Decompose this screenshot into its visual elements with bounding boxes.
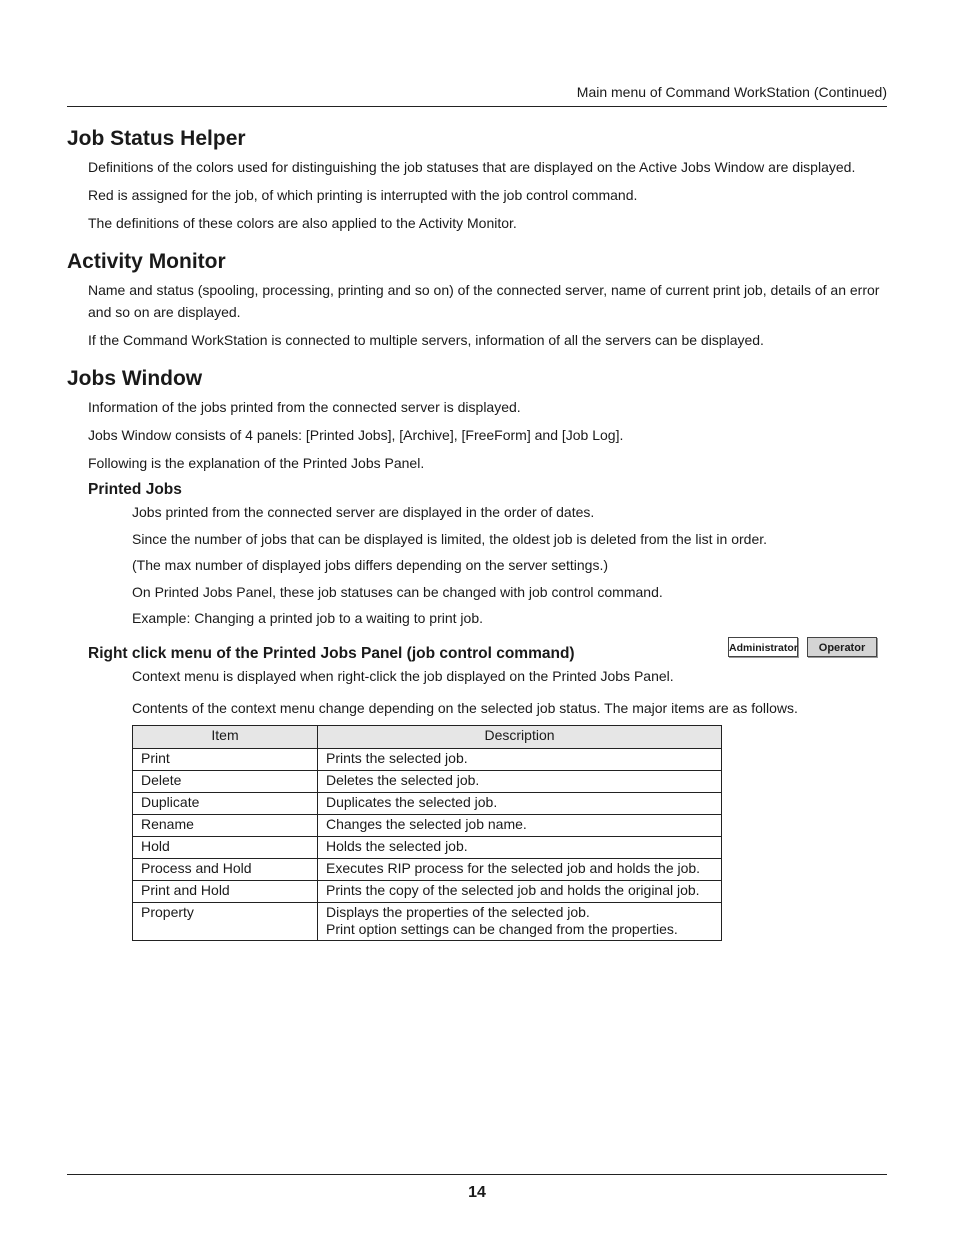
table-row <box>133 749 722 771</box>
context-menu-table <box>132 725 722 941</box>
item-cell: Process and Hold <box>133 859 318 881</box>
item-cell: Hold <box>133 837 318 859</box>
header-rule <box>67 106 887 107</box>
running-header: Main menu of Command WorkStation (Continued) <box>576 84 887 100</box>
paragraph: Example: Changing a printed job to a waiting to print job. <box>132 610 483 626</box>
section-title: Job Status Helper <box>67 127 246 150</box>
printed-jobs-body <box>67 501 887 629</box>
paragraph: Jobs printed from the connected server are displayed in the order of dates. <box>132 504 595 520</box>
paragraph: Jobs Window consists of 4 panels: [Printed Jobs], [Archive], [FreeForm] and [Job Log]. <box>88 427 624 443</box>
description-cell: Holds the selected job. <box>318 837 722 859</box>
administrator-badge: Administrator <box>728 637 798 657</box>
paragraph: If the Command WorkStation is connected to multiple servers, information of all the servers can be displayed. <box>88 332 764 348</box>
operator-badge: Operator <box>807 637 877 657</box>
description-cell: Duplicates the selected job. <box>318 793 722 815</box>
description-line: Print option settings can be changed from the properties. <box>326 921 678 937</box>
right-click-heading-row <box>67 643 887 665</box>
section-jobs-window <box>67 366 887 941</box>
paragraph: The definitions of these colors are also applied to the Activity Monitor. <box>88 215 517 231</box>
table-row <box>133 837 722 859</box>
column-header-description: Description <box>318 726 722 749</box>
column-header-item: Item <box>133 726 318 749</box>
description-cell: Executes RIP process for the selected job and holds the job. <box>318 859 722 881</box>
right-click-body <box>67 665 887 719</box>
item-cell: Rename <box>133 815 318 837</box>
section-title: Activity Monitor <box>67 250 226 273</box>
paragraph: Context menu is displayed when right-click the job displayed on the Printed Jobs Panel. <box>132 668 674 684</box>
subsection-title-printed-jobs: Printed Jobs <box>88 481 182 498</box>
page-number: 14 <box>468 1184 486 1201</box>
paragraph: On Printed Jobs Panel, these job statuses can be changed with job control command. <box>132 583 663 600</box>
section-job-status-helper <box>67 126 887 234</box>
description-cell: Prints the selected job. <box>318 749 722 771</box>
paragraph: Following is the explanation of the Printed Jobs Panel. <box>88 455 425 471</box>
table-row <box>133 881 722 903</box>
description-cell: Changes the selected job name. <box>318 815 722 837</box>
paragraph: Definitions of the colors used for distinguishing the job statuses that are displayed on the Active Jobs Window are displayed. <box>88 159 856 175</box>
table-header-row <box>133 726 722 749</box>
item-cell: Print and Hold <box>133 881 318 903</box>
item-cell: Duplicate <box>133 793 318 815</box>
table-row <box>133 771 722 793</box>
page-content <box>67 126 887 956</box>
description-cell: Prints the copy of the selected job and holds the original job. <box>318 881 722 903</box>
item-cell: Print <box>133 749 318 771</box>
description-line: Displays the properties of the selected job. <box>326 904 590 920</box>
paragraph: Contents of the context menu change depending on the selected job status. The major items are as follows. <box>132 700 798 716</box>
table-row <box>133 815 722 837</box>
paragraph: Since the number of jobs that can be displayed is limited, the oldest job is deleted from the list in order. <box>132 530 768 547</box>
section-title: Jobs Window <box>67 367 203 390</box>
description-cell <box>318 903 722 941</box>
description-cell: Deletes the selected job. <box>318 771 722 793</box>
paragraph: Information of the jobs printed from the connected server is displayed. <box>88 399 521 415</box>
table-row <box>133 859 722 881</box>
subsection-title-right-click: Right click menu of the Printed Jobs Panel (job control command) <box>88 645 575 662</box>
item-cell: Delete <box>133 771 318 793</box>
table-row <box>133 903 722 941</box>
paragraph: Name and status (spooling, processing, printing and so on) of the connected server, name of current print job, details of an error and so on are displayed. <box>88 282 880 320</box>
paragraph: Red is assigned for the job, of which printing is interrupted with the job control command. <box>88 187 638 203</box>
footer-rule <box>67 1174 887 1175</box>
item-cell: Property <box>133 903 318 941</box>
paragraph: (The max number of displayed jobs differs depending on the server settings.) <box>132 557 608 573</box>
section-activity-monitor <box>67 249 887 351</box>
table-row <box>133 793 722 815</box>
